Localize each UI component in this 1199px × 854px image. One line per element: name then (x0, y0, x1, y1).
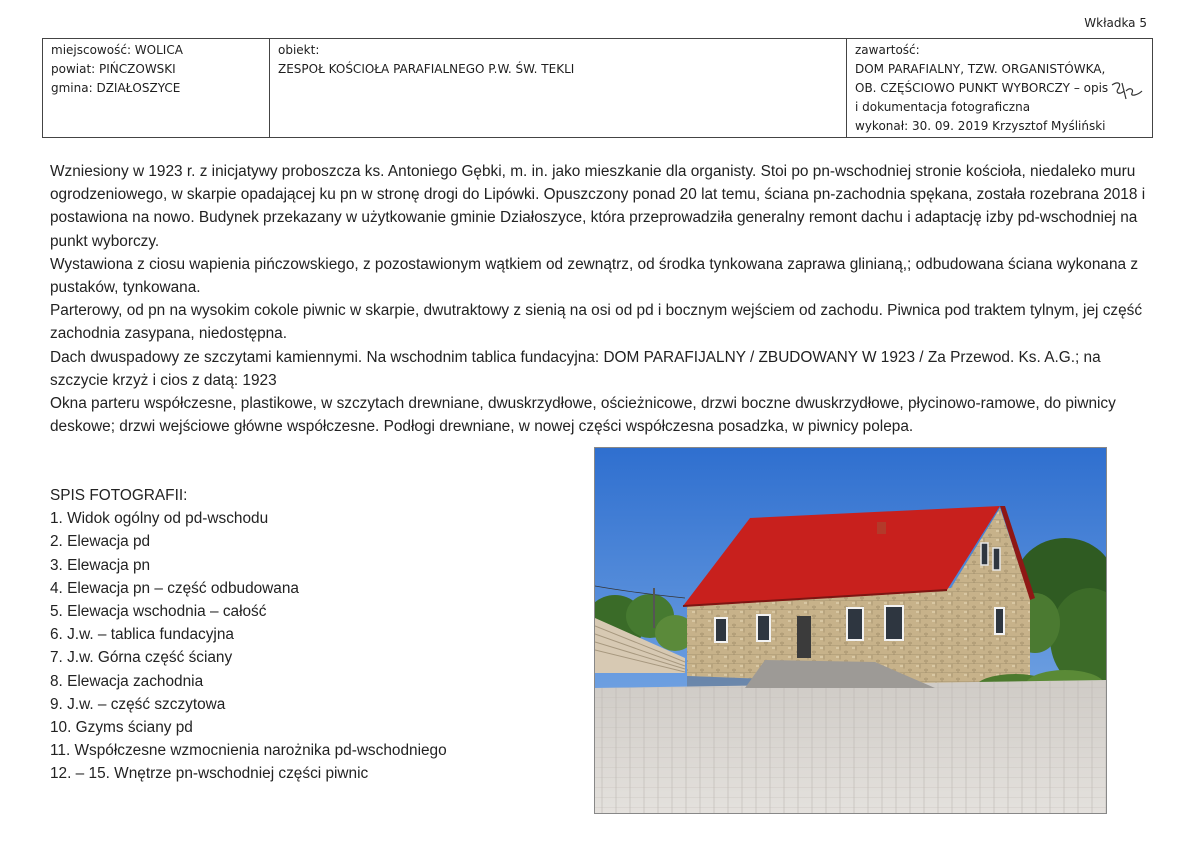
building-photo (594, 447, 1107, 814)
list-item: 7. J.w. Górna część ściany (50, 649, 233, 667)
list-item: 9. J.w. – część szczytowa (50, 695, 226, 713)
list-item: 3. Elewacja pn (50, 556, 151, 574)
contents-line-2: OB. CZĘŚCIOWO PUNKT WYBORCZY – opis (855, 81, 1109, 95)
list-item: 12. – 15. Wnętrze pn-wschodniej części piwnic (50, 765, 369, 783)
list-item: 10. Gzyms ściany pd (50, 719, 193, 737)
description-paragraph-material: Wystawiona z ciosu wapienia pińczowskiego, z pozostawionym wątkiem od zewnątrz, od środka tynkowana zaprawa glinianą,; odbudowana ściana wykonana z pustaków, tynkowana. (50, 255, 1139, 297)
author-date-line: wykonał: 30. 09. 2019 Krzysztof Myśliński (855, 119, 1106, 133)
list-item: 5. Elewacja wschodnia – całość (50, 603, 267, 621)
photo-list-heading: SPIS FOTOGRAFII: (50, 487, 188, 504)
description-paragraph-history: Wzniesiony w 1923 r. z inicjatywy proboszcza ks. Antoniego Gębki, m. in. jako mieszkanie dla organisty. Stoi po pn-wschodniej stronie kościoła, niedaleko muru ogrodzeniowego, w skarpie opadającej ku pn w stronę drogi do Lipówki. Opuszczony ponad 20 lat temu, ściana pn-zachodnia spękana, została rozebrana 2018 i postawiona na nowo. Budynek przekazany w użytkowanie gminie Działoszyce, która przeprowadziła generalny remont dachu i adaptację izby pd-wschodniej na punkt wyborczy. (50, 163, 1146, 250)
locality-text: miejscowość: WOLICA (51, 43, 183, 57)
list-item: 8. Elewacja zachodnia (50, 672, 204, 690)
list-item: 6. J.w. – tablica fundacyjna (50, 626, 234, 644)
contents-line-3: i dokumentacja fotograficzna (855, 100, 1031, 114)
contents-cell (847, 39, 1153, 138)
description-paragraph-layout: Parterowy, od pn na wysokim cokole piwnic w skarpie, dwutraktowy z sienią na osi od pd i bocznym wejściem od zachodu. Piwnica pod traktem tylnym, jej część zachodnia zasypana, niedostępna. (50, 302, 1143, 343)
photo-list-items (50, 507, 570, 785)
county-text: powiat: PIŃCZOWSKI (51, 62, 176, 76)
object-value: ZESPOŁ KOŚCIOŁA PARAFIALNEGO P.W. ŚW. TEKLI (278, 62, 575, 76)
location-cell (43, 39, 270, 138)
list-item: 1. Widok ogólny od pd-wschodu (50, 510, 269, 528)
description-paragraph-windows: Okna parteru współczesne, plastikowe, w szczytach drewniane, dwuskrzydłowe, ościeżnicowe, drzwi boczne dwuskrzydłowe, płycinowo-ramowe, do piwnicy deskowe; drzwi wejściowe główne współczesne. Podłogi drewniane, w nowej części współczesna posadzka, w piwnicy polepa. (50, 395, 1116, 436)
description-body (50, 160, 1150, 438)
list-item: 11. Współczesne wzmocnienia narożnika pd-wschodniego (50, 742, 447, 760)
object-label: obiekt: (278, 43, 320, 57)
photo-list (50, 484, 570, 786)
handwritten-signature (1108, 79, 1144, 103)
list-item: 2. Elewacja pd (50, 533, 151, 551)
list-item: 4. Elewacja pn – część odbudowana (50, 579, 299, 597)
header-table (42, 38, 1153, 138)
insert-label: Wkładka 5 (1084, 16, 1147, 30)
contents-label: zawartość: (855, 43, 920, 57)
description-paragraph-roof: Dach dwuspadowy ze szczytami kamiennymi. Na wschodnim tablica fundacyjna: DOM PARAFIJALNY / ZBUDOWANY W 1923 / Za Przewod. Ks. A.G.; na szczycie krzyż i cios z datą: 1923 (50, 348, 1101, 389)
contents-line-1: DOM PARAFIALNY, TZW. ORGANISTÓWKA, (855, 62, 1106, 76)
object-cell (270, 39, 847, 138)
building-photo-illustration (595, 448, 1106, 813)
commune-text: gmina: DZIAŁOSZYCE (51, 81, 181, 95)
